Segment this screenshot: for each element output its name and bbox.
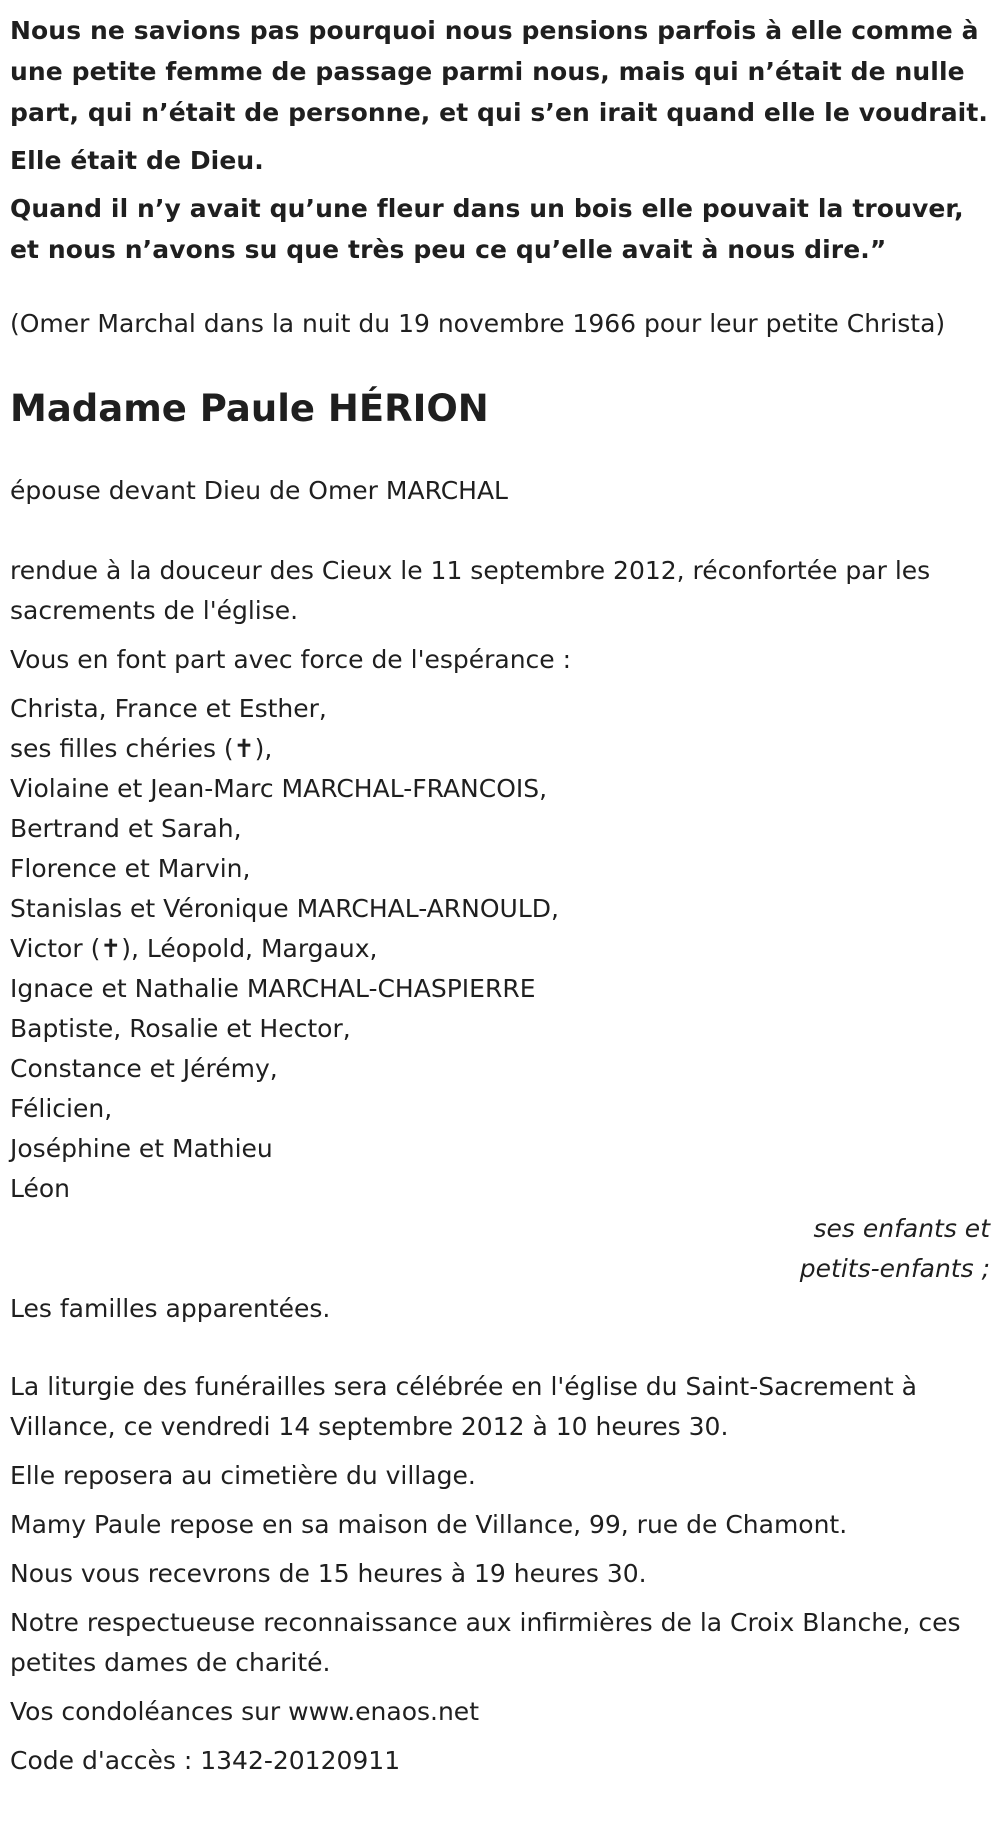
resting-details: Mamy Paule repose en sa maison de Villance, 99, rue de Chamont. (10, 1510, 848, 1539)
family-member: ses filles chéries (✝), (10, 734, 273, 763)
thanks-note: Notre respectueuse reconnaissance aux infirmières de la Croix Blanche, ces petites dames de charité. (10, 1608, 961, 1677)
family-member: Violaine et Jean-Marc MARCHAL-FRANCOIS, (10, 774, 548, 803)
relatives-line: Les familles apparentées. (10, 1294, 331, 1323)
family-member: Joséphine et Mathieu (10, 1134, 273, 1163)
family-member: Ignace et Nathalie MARCHAL-CHASPIERRE (10, 974, 536, 1003)
signature-line: ses enfants et (813, 1214, 990, 1243)
family-member: Baptiste, Rosalie et Hector, (10, 1014, 351, 1043)
passed-line: rendue à la douceur des Cieux le 11 septembre 2012, réconfortée par les sacrements de l'église. (10, 556, 931, 625)
family-member: Stanislas et Véronique MARCHAL-ARNOULD, (10, 894, 559, 923)
family-member: Bertrand et Sarah, (10, 814, 242, 843)
family-member: Félicien, (10, 1094, 113, 1123)
announcement-intro: Vous en font part avec force de l'espérance : (10, 645, 572, 674)
spouse-line: épouse devant Dieu de Omer MARCHAL (10, 476, 508, 505)
access-code: Code d'accès : 1342-20120911 (10, 1746, 401, 1775)
family-member: Christa, France et Esther, (10, 694, 327, 723)
family-member: Constance et Jérémy, (10, 1054, 278, 1083)
burial-details: Elle reposera au cimetière du village. (10, 1461, 476, 1490)
family-member: Léon (10, 1174, 71, 1203)
quote-citation: (Omer Marchal dans la nuit du 19 novembre 1966 pour leur petite Christa) (10, 309, 946, 338)
quote-paragraph: Quand il n’y avait qu’une fleur dans un bois elle pouvait la trouver, et nous n’avons su que très peu ce qu’elle avait à nous dire.” (10, 194, 964, 264)
family-member: Victor (✝), Léopold, Margaux, (10, 934, 378, 963)
intro-quote (10, 10, 990, 270)
visiting-hours: Nous vous recevrons de 15 heures à 19 heures 30. (10, 1559, 647, 1588)
quote-paragraph: Elle était de Dieu. (10, 146, 264, 175)
family-list (10, 689, 990, 1209)
quote-paragraph: Nous ne savions pas pourquoi nous pensions parfois à elle comme à une petite femme de passage parmi nous, mais qui n’était de nulle part, qui n’était de personne, et qui s’en irait quand elle le voudrait. (10, 16, 988, 127)
liturgy-details: La liturgie des funérailles sera célébrée en l'église du Saint-Sacrement à Villance, ce vendredi 14 septembre 2012 à 10 heures 30. (10, 1372, 917, 1441)
family-member: Florence et Marvin, (10, 854, 251, 883)
condolences-link: Vos condoléances sur www.enaos.net (10, 1697, 479, 1726)
signature-line: petits-enfants ; (799, 1254, 990, 1283)
deceased-name: Madame Paule HÉRION (10, 387, 489, 430)
family-signature (10, 1209, 990, 1289)
